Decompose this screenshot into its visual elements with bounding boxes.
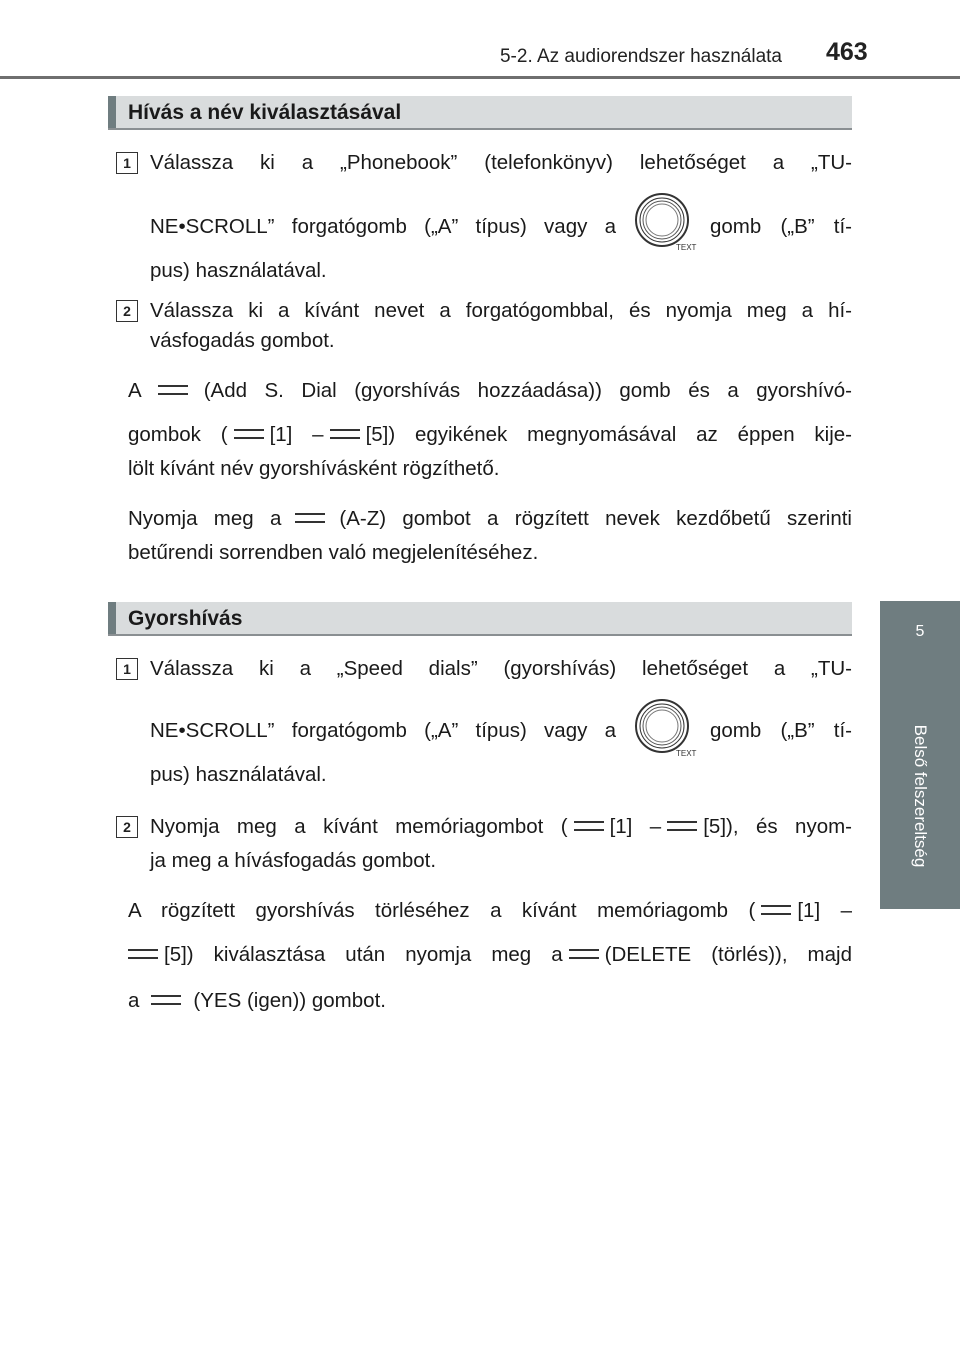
step-fragment: [1] – [609, 815, 662, 838]
knob-text-label: TEXT [676, 749, 697, 758]
step-text-line: pus) használatával. [150, 259, 327, 282]
note-fragment: (DELETE (törlés)), majd [604, 943, 852, 966]
note-fragment: (Add S. Dial (gyorshívás hozzáadása)) gomb és a gyorshívó- [203, 379, 852, 402]
section-heading-bar [108, 602, 852, 636]
memory-button-icon [574, 821, 604, 831]
tune-scroll-knob-icon [630, 696, 706, 760]
note-fragment: [5]) kiválasztása után nyomja meg a [164, 943, 563, 966]
step-text-line: vásfogadás gombot. [150, 329, 335, 352]
note-text-line [128, 420, 852, 450]
step-text-line: Válassza ki a „Phonebook” (telefonkönyv) lehetőséget a „TU- [150, 151, 852, 174]
note-fragment: gombok ( [128, 423, 228, 446]
note-fragment: [1] – [269, 423, 324, 446]
memory-button-icon [128, 949, 158, 959]
step-text-line: gomb („B” tí- [710, 215, 852, 238]
note-fragment: (YES (igen)) gombot. [193, 989, 386, 1012]
step-number: 1 [116, 152, 138, 174]
step-text-line: ja meg a hívásfogadás gombot. [150, 849, 437, 872]
section-title: Hívás a név kiválasztásával [128, 101, 402, 124]
step-text-line: Válassza ki a „Speed dials” (gyorshívás) lehetőséget a „TU- [150, 657, 852, 680]
knob-text-label: TEXT [676, 243, 697, 252]
yes-button-icon [151, 995, 181, 1005]
step-fragment: [5]), és nyom- [703, 815, 853, 838]
note-text-line [128, 986, 852, 1016]
note-text-line [128, 896, 852, 926]
speed-dial-button-icon [330, 429, 360, 439]
memory-button-icon [761, 905, 791, 915]
chapter-label: Belső felszereltség [911, 724, 930, 868]
step-text-line: pus) használatával. [150, 763, 327, 786]
add-speed-dial-button-icon [158, 385, 188, 395]
note-fragment: A [128, 379, 142, 402]
step-number: 2 [116, 816, 138, 838]
step-text-line [150, 812, 852, 842]
speed-dial-button-icon [234, 429, 264, 439]
section-heading-bar [108, 96, 852, 130]
step-number: 1 [116, 658, 138, 680]
note-fragment: [5]) egyikének megnyomásával az éppen kije- [365, 423, 852, 446]
delete-button-icon [569, 949, 599, 959]
note-fragment: [1] – [797, 899, 852, 922]
running-header-title: 5-2. Az audiorendszer használata [499, 46, 782, 67]
note-fragment: a [128, 989, 140, 1012]
note-fragment: Nyomja meg a [128, 507, 282, 530]
chapter-tab [880, 601, 960, 683]
step-text-line: NE•SCROLL” forgatógomb („A” típus) vagy a [150, 719, 616, 742]
a-z-button-icon [295, 513, 325, 523]
note-fragment: (A-Z) gombot a rögzített nevek kezdőbetű szerinti [339, 507, 852, 530]
header-rule [0, 76, 960, 79]
chapter-tab-label-box [880, 683, 960, 909]
step-fragment: Nyomja meg a kívánt memóriagombot ( [150, 815, 568, 838]
chapter-number: 5 [915, 623, 925, 640]
note-text-line [128, 376, 852, 406]
step-text-line: NE•SCROLL” forgatógomb („A” típus) vagy a [150, 215, 616, 238]
note-text-line [128, 504, 852, 534]
note-text-line [128, 940, 852, 970]
note-fragment: A rögzített gyorshívás törléséhez a kívánt memóriagomb ( [128, 899, 756, 922]
memory-button-icon [667, 821, 697, 831]
tune-scroll-knob-icon [630, 190, 706, 254]
page-number: 463 [826, 38, 868, 66]
note-text-line: lölt kívánt név gyorshívásként rögzíthető. [128, 457, 500, 480]
section-title: Gyorshívás [128, 607, 243, 630]
step-number: 2 [116, 300, 138, 322]
step-text-line: gomb („B” tí- [710, 719, 852, 742]
step-text-line: Válassza ki a kívánt nevet a forgatógombbal, és nyomja meg a hí- [150, 299, 852, 322]
note-text-line: betűrendi sorrendben való megjelenítéséhez. [128, 541, 539, 564]
